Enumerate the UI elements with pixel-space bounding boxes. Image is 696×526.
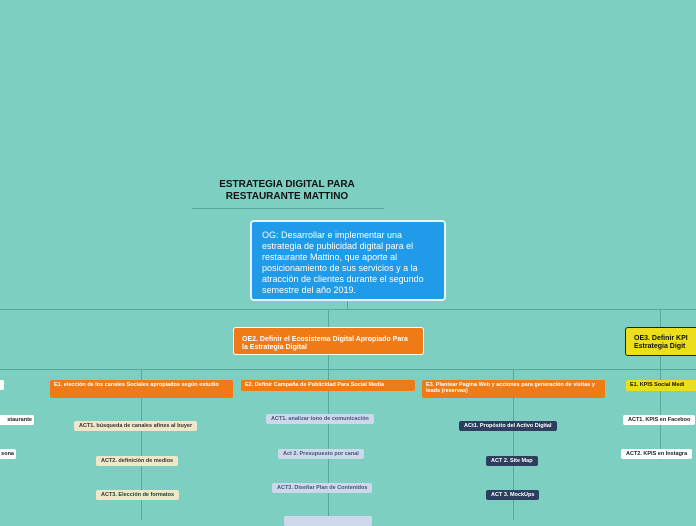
e2-act4-partial[interactable] xyxy=(284,516,372,526)
e2-act2[interactable]: Act 2. Presupuesto por canal xyxy=(278,449,364,459)
map-title-line1: ESTRATEGIA DIGITAL PARA xyxy=(219,179,355,190)
oe2-connector xyxy=(328,309,329,327)
e2-act3[interactable]: ACT3. Diseñar Plan de Contenidos xyxy=(272,483,372,493)
e3-node[interactable]: E3. Plantear Pagina Web y acciones para generación de visitas y leads (reservas) xyxy=(422,380,605,398)
second-connector-line xyxy=(0,369,696,370)
e3-act2[interactable]: ACT 2. Site Map xyxy=(486,456,538,466)
oe2-node[interactable]: OE2. Definir el Ecosistema Digital Apropiado Para la Estrategia Digital xyxy=(233,327,424,355)
e3-act3[interactable]: ACT 3. MockUps xyxy=(486,490,539,500)
left-partial-node[interactable]: staurante xyxy=(0,415,34,425)
e1-right-act1[interactable]: ACT1. KPIS en Faceboo xyxy=(623,415,695,425)
og-connector xyxy=(347,301,348,309)
e1-left-act3[interactable]: ACT3. Elección de formatos xyxy=(96,490,179,500)
e1-right-act2[interactable]: ACT2. KPIS en Instagra xyxy=(621,449,692,459)
map-title[interactable] xyxy=(192,179,382,203)
e1-right-connector xyxy=(660,356,661,380)
top-connector-line xyxy=(0,309,696,310)
e1-left-node[interactable]: E1. elección de los canales Sociales apropiados según estudio xyxy=(50,380,233,398)
og-node[interactable]: OG: Desarrollar e implementar una estrategia de publicidad digital para el restaurante Mattino, que aporte al posicionamiento de sus servicios y a la atracción de clientes durante el segundo semestre del año 2019. xyxy=(250,220,446,301)
map-title-line2: RESTAURANTE MATTINO xyxy=(225,191,349,202)
e3-connector xyxy=(513,369,514,380)
e2-act1[interactable]: ACT1. analizar tono de comunicación xyxy=(266,414,374,424)
title-underline xyxy=(192,208,384,209)
e2-node[interactable]: E2. Definir Campaña de Publicidad Para Social Media xyxy=(241,380,415,391)
left-partial-node[interactable]: sona xyxy=(0,449,16,459)
e1-right-node[interactable]: E1. KPIS Social Medi xyxy=(626,380,696,391)
oe2-down-connector xyxy=(328,355,329,369)
e1-left-act2[interactable]: ACT2. definición de medios xyxy=(96,456,178,466)
left-partial-node[interactable] xyxy=(0,380,4,390)
e1-left-act1[interactable]: ACT1. búsqueda de canales afines al buyer xyxy=(74,421,197,431)
e3-act1[interactable]: ACt1. Propósito del Activo Digital xyxy=(459,421,557,431)
e1-left-connector xyxy=(141,369,142,380)
e2-connector xyxy=(328,369,329,380)
oe3-connector xyxy=(660,309,661,327)
oe3-node[interactable]: OE3. Definir KPI Estrategia Digit xyxy=(625,327,696,356)
